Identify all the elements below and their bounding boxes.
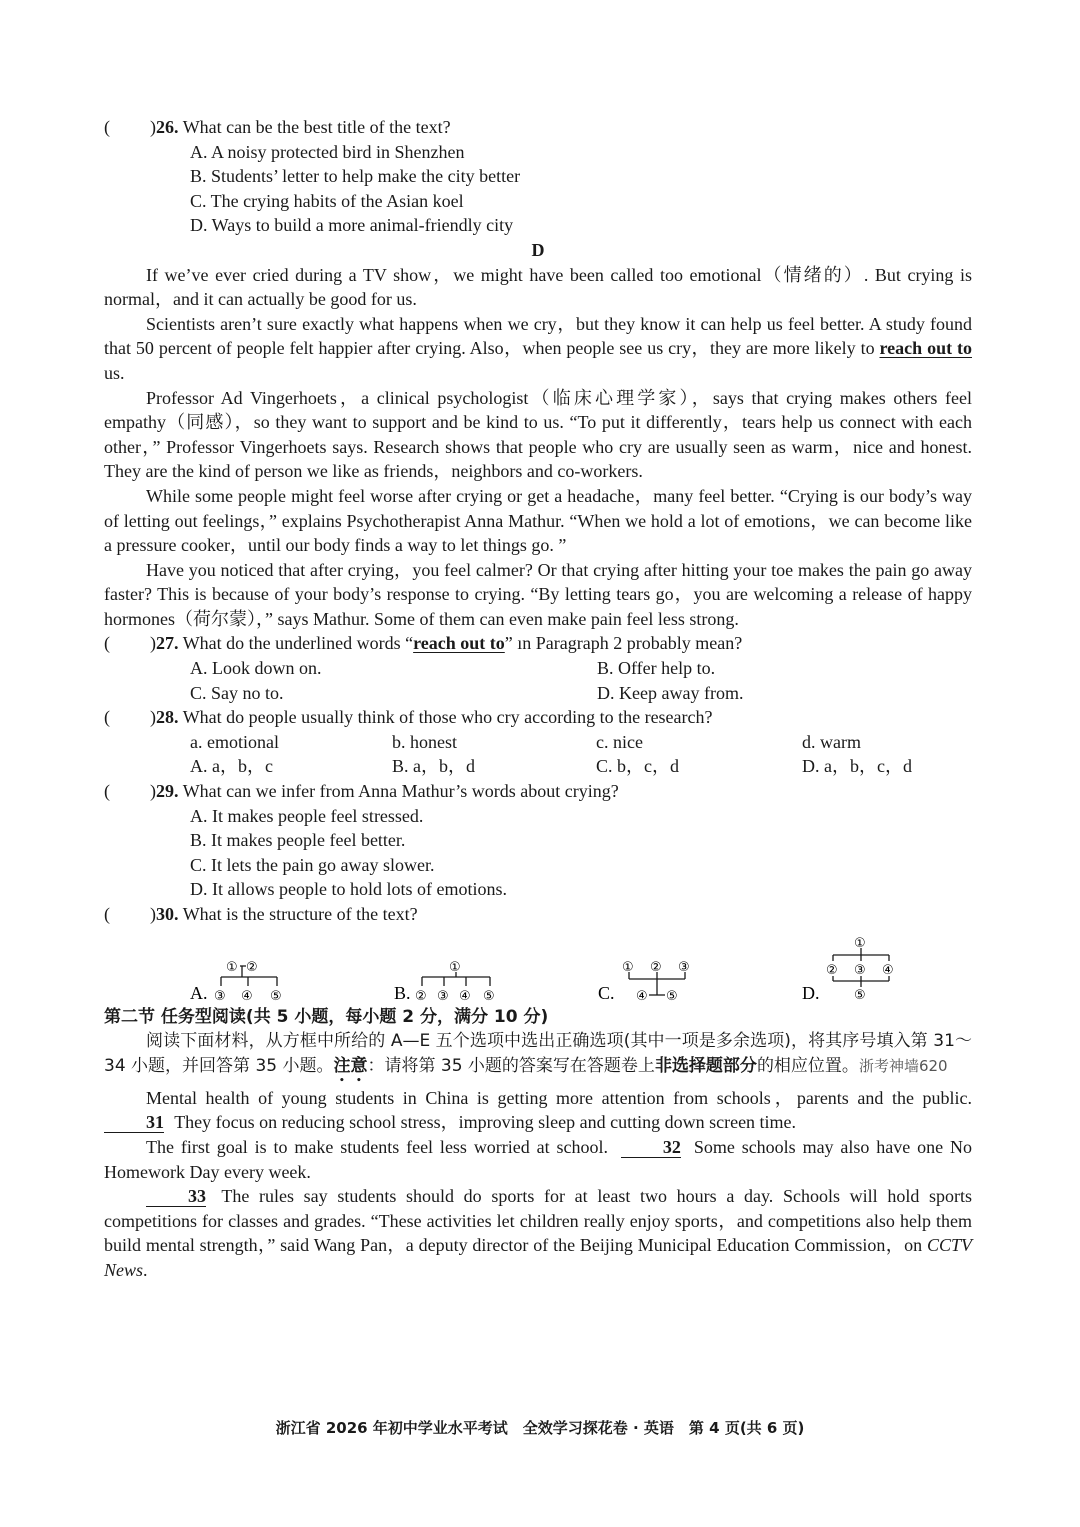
option: B. a，b，d: [392, 756, 475, 777]
option: D. a，b，c，d: [802, 756, 912, 777]
note-emphasis: 注意: [333, 1055, 368, 1076]
diagram-c: [598, 955, 708, 1003]
section-instructions: 阅读下面材料，从方框中所给的 A—E 五个选项中选出正确选项(其中一项是多余选项)，将其序号填入第 31～34 小题，并回答第 35 小题。注意：请将第 35 小题的答案写在答题卷上非选择题部分的相应位置。浙考神墙620: [104, 1031, 972, 1076]
answer-paren[interactable]: (: [104, 633, 110, 654]
answer-paren[interactable]: (: [104, 904, 110, 924]
item: a. emotional: [190, 731, 279, 752]
diagram-c-svg: [598, 955, 708, 1003]
task-paragraph-1: Mental health of young students in China is getting more attention from schools，parents and the public. 31 They focus on reducing school stress，improving sleep and cutting down screen time.: [104, 1086, 972, 1135]
paragraph-3: Professor Ad Vingerhoets，a clinical psychologist（临床心理学家），says that crying makes others feel empathy（同感），so they want to support and be kind to us. “To put it differently，tears help us connect with each other，” Professor Vingerhoets says. Research shows that people who cry are usually seen as warm，nice and honest. They are the kind of person we like as friends，neighbors and co-workers.: [104, 387, 972, 482]
node: ④: [459, 988, 471, 1003]
node: ⑤: [483, 988, 495, 1003]
task-paragraph-3: 33 The rules say students should do sports for at least two hours a day. Schools will hold sports competitions for classes and grades. “These activities let children really enjoy sports，and competitions also help them build mental strength，” said Wang Pan，a deputy director of the Beijing Municipal Education Commission，on CCTV News.: [104, 1186, 973, 1280]
diagram-b-svg: [394, 955, 514, 1003]
option: B. It makes people feel better.: [190, 830, 406, 851]
options-grid: [104, 656, 972, 705]
option: C. It lets the pain go away slower.: [190, 854, 435, 875]
item: c. nice: [596, 731, 643, 752]
node: ③: [214, 988, 226, 1003]
option: C. The crying habits of the Asian koel: [190, 190, 464, 211]
option: C. b，c，d: [596, 756, 679, 777]
option: A. a，b，c: [190, 756, 273, 777]
question-30: ( )30. What is the structure of the text?: [104, 902, 972, 927]
question-stem: What can be the best title of the text?: [182, 117, 451, 137]
diagram-label: D.: [802, 982, 820, 1003]
node: ②: [650, 959, 662, 975]
node: ⑤: [270, 988, 282, 1003]
node: ⑤: [666, 988, 678, 1003]
blank-32[interactable]: 32: [621, 1137, 681, 1158]
blank-33[interactable]: 33: [146, 1186, 206, 1207]
node: ①: [449, 959, 461, 975]
node: ④: [636, 988, 648, 1003]
passage-letter: D: [531, 239, 545, 260]
item: b. honest: [392, 731, 457, 752]
node: ④: [882, 962, 894, 978]
option: C. Say no to.: [190, 682, 284, 703]
paragraph-5: Have you noticed that after crying，you feel calmer? Or that crying after hitting your toe makes the pain go away faster? This is because of your body’s response to crying. “By letting tears go，you are welcoming a release of happy hormones（荷尔蒙），” says Mathur. Some of them can even make pain feel less strong.: [104, 559, 972, 629]
question-29: ( )29. What can we infer from Anna Mathur’s words about crying?: [104, 779, 972, 804]
diagram-label: C.: [598, 982, 615, 1003]
option: D. Ways to build a more animal-friendly city: [190, 215, 514, 236]
options-grid: [104, 754, 972, 779]
node: ③: [437, 988, 449, 1003]
option: D. Keep away from.: [597, 682, 744, 703]
question-28: ( )28. What do people usually think of those who cry according to the research?: [104, 705, 972, 730]
option: A. A noisy protected bird in Shenzhen: [190, 141, 465, 162]
node: ①: [854, 935, 866, 951]
option: B. Students’ letter to help make the city better: [190, 166, 521, 187]
underlined-phrase: reach out to: [879, 338, 972, 359]
structure-diagrams: [104, 933, 972, 1003]
node: ①: [226, 959, 238, 975]
option: A. It makes people feel stressed.: [190, 805, 424, 826]
node: ②: [415, 988, 427, 1003]
task-paragraph-2: The first goal is to make students feel less worried at school. 32 Some schools may also have one No Homework Day every week.: [104, 1136, 973, 1182]
page-footer: 浙江省 2026 年初中学业水平考试 全效学习探花卷 · 英语 第 4 页(共 6 页): [275, 1419, 805, 1437]
item: d. warm: [802, 731, 861, 752]
node: ②: [246, 959, 258, 975]
diagram-label: A.: [190, 982, 208, 1003]
question-number: 26.: [156, 117, 179, 137]
diagram-d-svg: [802, 933, 912, 1003]
node: ③: [854, 962, 866, 978]
paragraph-1: If we’ve ever cried during a TV show，we might have been called too emotional（情绪的）. But crying is normal，and it can actually be good for us.: [104, 264, 972, 310]
node: ⑤: [854, 987, 866, 1003]
option: A. Look down on.: [190, 658, 322, 679]
items-grid: [104, 730, 972, 755]
question-26: ( )26. What can be the best title of the text?: [104, 115, 972, 140]
node: ①: [622, 959, 634, 975]
diagram-d: [802, 933, 912, 1003]
node: ④: [241, 988, 253, 1003]
answer-paren[interactable]: (: [104, 781, 110, 802]
underlined-phrase: reach out to: [413, 633, 505, 654]
answer-paren[interactable]: (: [104, 117, 110, 137]
paragraph-2: Scientists aren’t sure exactly what happens when we cry，but they know it can help us feel better. A study found that 50 percent of people felt happier after crying. Also，when people see us cry，they are more likely to reach out to us.: [104, 313, 972, 383]
diagram-b: [394, 955, 514, 1003]
diagram-label: B.: [394, 982, 411, 1003]
paragraph-4: While some people might feel worse after crying or get a headache，many feel better. “Crying is our body’s way of letting out feelings，” explains Psychotherapist Anna Mathur. “When we hold a lot of emotions，we can become like a pressure cooker，until our body finds a way to let things go. ”: [104, 485, 972, 556]
blank-31[interactable]: 31: [104, 1112, 164, 1133]
answer-paren[interactable]: (: [104, 707, 110, 728]
watermark: 浙考神墙620: [858, 1056, 948, 1075]
question-27: ( )27. What do the underlined words “reach out to” ın Paragraph 2 probably mean?: [104, 631, 972, 656]
option: D. It allows people to hold lots of emotions.: [190, 879, 507, 900]
node: ②: [826, 962, 838, 978]
section-title: 第二节 任务型阅读(共 5 小题，每小题 2 分，满分 10 分): [104, 1006, 549, 1027]
diagram-a: [190, 955, 300, 1003]
diagram-a-svg: [190, 955, 300, 1003]
exam-page: [104, 115, 972, 1283]
option: B. Offer help to.: [597, 658, 716, 679]
node: ③: [678, 959, 690, 975]
